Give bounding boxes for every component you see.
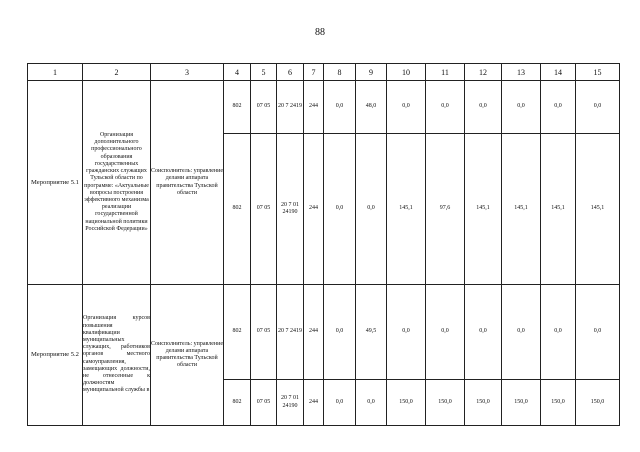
cell-value: 0,0 (541, 81, 576, 134)
cell-value: 150,0 (576, 380, 620, 426)
cell-value: 150,0 (426, 380, 465, 426)
measure-description: Организация дополнительного профессионального образования государственных гражданских служащих Тульской области по программе: «Актуальные вопросы построения эффективного механизма реализации государственной национальной политики Российской Федерации» (83, 81, 151, 285)
table-row (28, 285, 620, 380)
col-header: 5 (251, 64, 277, 81)
cell-value: 150,0 (387, 380, 426, 426)
cell-value: 0,0 (465, 81, 502, 134)
measure-label: Мероприятие 5.1 (28, 81, 83, 285)
cell-value: 0,0 (502, 81, 541, 134)
page-number: 88 (315, 27, 325, 38)
cell-expense-type: 244 (304, 134, 324, 285)
cell-grbs: 802 (224, 81, 251, 134)
cell-value: 0,0 (356, 380, 387, 426)
measure-executor: Соисполнитель: управление делами аппарата правительства Тульской области (151, 81, 224, 285)
cell-expense-type: 244 (304, 380, 324, 426)
measure-description: Организация курсов повышения квалификации муниципальных служащих, работников органов местного самоуправления, замещающих должности, не отнесенные к должностям муниципальной службы в (83, 285, 151, 426)
cell-value: 145,1 (465, 134, 502, 285)
cell-section: 07 05 (251, 134, 277, 285)
cell-value: 0,0 (324, 81, 356, 134)
col-header: 15 (576, 64, 620, 81)
cell-value: 145,1 (387, 134, 426, 285)
cell-value: 0,0 (324, 285, 356, 380)
cell-value: 150,0 (465, 380, 502, 426)
cell-section: 07 05 (251, 285, 277, 380)
cell-section: 07 05 (251, 81, 277, 134)
cell-value: 0,0 (387, 285, 426, 380)
col-header: 7 (304, 64, 324, 81)
cell-value: 48,0 (356, 81, 387, 134)
cell-target-article: 20 7 2419 (277, 81, 304, 134)
col-header: 14 (541, 64, 576, 81)
cell-target-article: 20 7 01 24190 (277, 380, 304, 426)
cell-value: 0,0 (387, 81, 426, 134)
cell-target-article: 20 7 2419 (277, 285, 304, 380)
col-header: 8 (324, 64, 356, 81)
cell-value: 0,0 (576, 81, 620, 134)
table-row (28, 81, 620, 134)
col-header: 12 (465, 64, 502, 81)
cell-value: 49,5 (356, 285, 387, 380)
cell-value: 0,0 (426, 81, 465, 134)
cell-value: 0,0 (356, 134, 387, 285)
col-header: 6 (277, 64, 304, 81)
cell-expense-type: 244 (304, 81, 324, 134)
cell-value: 0,0 (541, 285, 576, 380)
col-header: 13 (502, 64, 541, 81)
cell-value: 0,0 (324, 380, 356, 426)
cell-section: 07 05 (251, 380, 277, 426)
cell-value: 150,0 (502, 380, 541, 426)
cell-grbs: 802 (224, 380, 251, 426)
cell-value: 145,1 (541, 134, 576, 285)
col-header: 10 (387, 64, 426, 81)
col-header: 2 (83, 64, 151, 81)
cell-value: 0,0 (465, 285, 502, 380)
cell-value: 0,0 (502, 285, 541, 380)
col-header: 9 (356, 64, 387, 81)
col-header: 3 (151, 64, 224, 81)
cell-value: 97,6 (426, 134, 465, 285)
cell-target-article: 20 7 01 24190 (277, 134, 304, 285)
cell-grbs: 802 (224, 134, 251, 285)
col-header: 11 (426, 64, 465, 81)
budget-table (27, 63, 620, 426)
cell-value: 145,1 (576, 134, 620, 285)
cell-value: 0,0 (324, 134, 356, 285)
cell-expense-type: 244 (304, 285, 324, 380)
cell-value: 0,0 (576, 285, 620, 380)
cell-grbs: 802 (224, 285, 251, 380)
col-header: 4 (224, 64, 251, 81)
measure-label: Мероприятие 5.2 (28, 285, 83, 426)
col-header: 1 (28, 64, 83, 81)
cell-value: 150,0 (541, 380, 576, 426)
header-row (28, 64, 620, 81)
measure-executor: Соисполнитель: управление делами аппарата правительства Тульской области (151, 285, 224, 426)
cell-value: 145,1 (502, 134, 541, 285)
cell-value: 0,0 (426, 285, 465, 380)
